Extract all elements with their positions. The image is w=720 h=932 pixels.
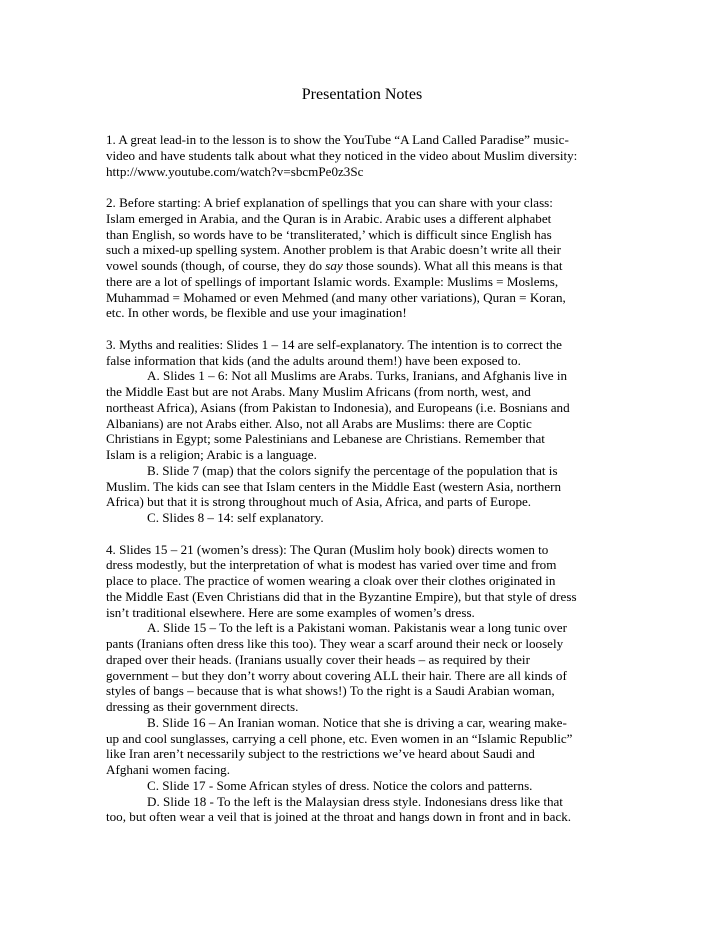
paragraph-4 bbox=[106, 542, 618, 826]
paragraph-1 bbox=[106, 132, 618, 179]
youtube-link[interactable]: http://www.youtube.com/watch?v=sbcmPe0z3Sc bbox=[106, 163, 364, 179]
text-line: northeast Africa), Asians (from Pakistan to Indonesia), and Europeans (i.e. Bosnians and bbox=[106, 399, 570, 415]
text-line: 3. Myths and realities: Slides 1 – 14 are self-explanatory. The intention is to correct the bbox=[106, 336, 562, 352]
text-line: too, but often wear a veil that is joined at the throat and hangs down in front and in back. bbox=[106, 809, 572, 825]
text-line: video and have students talk about what they noticed in the video about Muslim diversity: bbox=[106, 147, 578, 163]
spacer bbox=[106, 105, 618, 132]
subitem-c-line: C. Slide 17 - Some African styles of dress. Notice the colors and patterns. bbox=[147, 777, 533, 793]
italic-word: say bbox=[325, 258, 343, 273]
subitem-a-line: A. Slides 1 – 6: Not all Muslims are Arabs. Turks, Iranians, and Afghanis live in bbox=[147, 368, 568, 384]
text-line: dressing as their government directs. bbox=[106, 699, 299, 714]
spacer bbox=[106, 526, 618, 542]
text-line: draped over their heads. (Iranians usually cover their heads – as required by their bbox=[106, 651, 530, 667]
text-line: Muhammad = Mohamed or even Mehmed (and many other variations), Quran = Koran, bbox=[106, 289, 566, 305]
text-line: up and cool sunglasses, carrying a cell phone, etc. Even women in an “Islamic Republic” bbox=[106, 730, 573, 746]
spacer bbox=[106, 179, 618, 195]
text-line: such a mixed-up spelling system. Another problem is that Arabic doesn’t write all their bbox=[106, 242, 562, 258]
subitem-c-line: C. Slides 8 – 14: self explanatory. bbox=[147, 510, 324, 525]
text-line: 2. Before starting: A brief explanation of spellings that you can share with your class: bbox=[106, 195, 553, 210]
page-title: Presentation Notes bbox=[301, 86, 423, 103]
text-line bbox=[106, 258, 618, 274]
subitem-d-line: D. Slide 18 - To the left is the Malaysian dress style. Indonesians dress like that bbox=[147, 793, 563, 809]
text-line: Muslim. The kids can see that Islam centers in the Middle East (western Asia, northern bbox=[106, 478, 562, 494]
text-line: Christians in Egypt; some Palestinians and Lebanese are Christians. Remember that bbox=[106, 431, 545, 447]
text-line: false information that kids (and the adults around them!) have been exposed to. bbox=[106, 352, 521, 368]
text-line: the Middle East but are not Arabs. Many Muslim Africans (from north, west, and bbox=[106, 384, 531, 399]
text-line: styles of bangs – because that is what shows!) To the right is a Saudi Arabian woman, bbox=[106, 683, 555, 699]
document-body bbox=[106, 80, 618, 825]
subitem-b-line: B. Slide 7 (map) that the colors signify the percentage of the population that is bbox=[147, 462, 558, 478]
text-line: government – but they don’t worry about covering ALL their hair. There are all kinds of bbox=[106, 667, 567, 683]
text-line: place to place. The practice of women wearing a cloak over their clothes originated in bbox=[106, 573, 556, 588]
text-line: Islam emerged in Arabia, and the Quran is in Arabic. Arabic uses a different alphabet bbox=[106, 210, 552, 226]
text-line: Islam is a religion; Arabic is a language. bbox=[106, 447, 317, 462]
subitem-a-line: A. Slide 15 – To the left is a Pakistani woman. Pakistanis wear a long tunic over bbox=[147, 620, 567, 636]
text-line: Albanians) are not Arabs either. Also, not all Arabs are Muslims: there are Coptic bbox=[106, 415, 532, 431]
text-line: than English, so words have to be ‘transliterated,’ which is difficult since English has bbox=[106, 226, 552, 242]
text-line: the Middle East (Even Christians did that in the Byzantine Empire), but that style of dress bbox=[106, 588, 577, 604]
text-line: there are a lot of spellings of important Islamic words. Example: Muslims = Moslems, bbox=[106, 273, 559, 289]
text-line: pants (Iranians often dress like this too). They wear a scarf around their neck or loosely bbox=[106, 636, 564, 651]
text-line: etc. In other words, be flexible and use your imagination! bbox=[106, 305, 407, 321]
paragraph-2 bbox=[106, 195, 618, 321]
spacer bbox=[106, 321, 618, 337]
text-span: those sounds). What all this means is that bbox=[342, 258, 563, 273]
text-line: isn’t traditional elsewhere. Here are some examples of women’s dress. bbox=[106, 604, 475, 620]
text-line: 4. Slides 15 – 21 (women’s dress): The Quran (Muslim holy book) directs women to bbox=[106, 541, 549, 557]
text-line: dress modestly, but the interpretation of what is modest has varied over time and from bbox=[106, 557, 557, 573]
text-span: vowel sounds (though, of course, they do bbox=[106, 258, 326, 273]
paragraph-3 bbox=[106, 337, 618, 526]
text-line: 1. A great lead-in to the lesson is to show the YouTube “A Land Called Paradise” music- bbox=[106, 132, 569, 147]
text-line: Afghani women facing. bbox=[106, 762, 230, 777]
subitem-b-line: B. Slide 16 – An Iranian woman. Notice that she is driving a car, wearing make- bbox=[147, 714, 567, 730]
text-line: Africa) but that it is strong throughout much of Asia, Africa, and parts of Europe. bbox=[106, 494, 532, 510]
text-line: like Iran aren’t necessarily subject to the restrictions we’ve heard about Saudi and bbox=[106, 746, 535, 762]
